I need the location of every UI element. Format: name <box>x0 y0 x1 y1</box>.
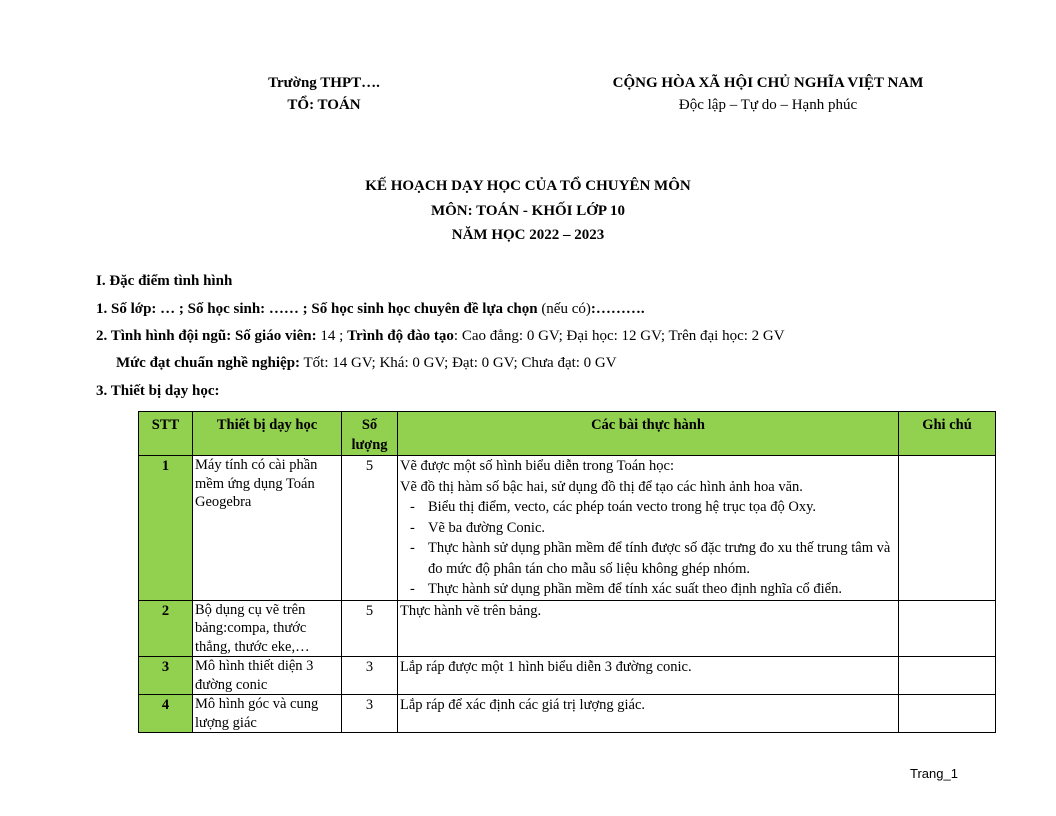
practice-list <box>400 497 896 600</box>
practice-list-item: - Biểu thị điểm, vecto, các phép toán vecto trong hệ trục tọa độ Oxy. <box>400 497 896 518</box>
standard-info-line <box>116 353 617 373</box>
school-name: Trường THPT…. <box>268 75 380 91</box>
row-device: Máy tính có cài phần mềm ứng dụng Toán Geogebra <box>193 456 342 601</box>
training-level-value: : Cao đẳng: 0 GV; Đại học: 12 GV; Trên đại học: 2 GV <box>453 328 785 344</box>
row-practice <box>398 456 899 601</box>
practice-list-item: - Thực hành sử dụng phần mềm để tính được số đặc trưng đo xu thế trung tâm và đo mức độ phân tán cho mẫu số liệu không ghép nhóm. <box>400 538 896 579</box>
row-stt: 3 <box>139 657 193 695</box>
equipment-heading: 3. Thiết bị dạy học: <box>96 383 220 399</box>
training-level-label: Trình độ đào tạo <box>347 328 454 344</box>
practice-intro: Vẽ đồ thị hàm số bậc hai, sử dụng đồ thị để tạo các hình ảnh hoa văn. <box>400 478 803 495</box>
table-row <box>139 695 996 733</box>
practice-intro: Vẽ được một số hình biểu diễn trong Toán học: <box>400 458 674 474</box>
standard-value: Tốt: 14 GV; Khá: 0 GV; Đạt: 0 GV; Chưa đạt: 0 GV <box>300 355 617 371</box>
class-info-note: (nếu có) <box>537 301 591 317</box>
header-practice: Các bài thực hành <box>398 412 899 456</box>
table-row <box>139 657 996 695</box>
row-practice: Thực hành vẽ trên bảng. <box>398 600 899 657</box>
document-title <box>0 174 1056 248</box>
table-row <box>139 456 996 601</box>
table-header-row <box>139 412 996 456</box>
title-line-1: KẾ HOẠCH DẠY HỌC CỦA TỔ CHUYÊN MÔN <box>365 178 691 194</box>
row-device: Mô hình góc và cung lượng giác <box>193 695 342 733</box>
row-stt: 1 <box>139 456 193 601</box>
class-info-label: 1. Số lớp: … ; Số học sinh: …… ; Số học sinh học chuyên đề lựa chọn <box>96 301 538 317</box>
practice-list-item: - Vẽ ba đường Conic. <box>400 518 896 539</box>
school-header <box>224 72 424 116</box>
header-quantity: Số lượng <box>342 412 398 456</box>
section-heading: I. Đặc điểm tình hình <box>96 273 233 289</box>
page-number: Trang_1 <box>910 766 958 781</box>
class-info-tail: :………. <box>590 301 645 317</box>
republic-name: CỘNG HÒA XÃ HỘI CHỦ NGHĨA VIỆT NAM <box>612 75 924 91</box>
row-note <box>899 657 996 695</box>
row-quantity: 5 <box>342 600 398 657</box>
national-header <box>568 72 968 116</box>
row-practice: Lắp ráp được một 1 hình biểu diễn 3 đường conic. <box>398 657 899 695</box>
row-quantity: 5 <box>342 456 398 601</box>
department-name: TỔ: TOÁN <box>287 97 361 113</box>
row-stt: 4 <box>139 695 193 733</box>
standard-label: Mức đạt chuẩn nghề nghiệp: <box>116 355 301 371</box>
title-line-2: MÔN: TOÁN - KHỐI LỚP 10 <box>430 202 626 219</box>
row-device: Bộ dụng cụ vẽ trên bảng:compa, thước thẳng, thước eke,… <box>193 600 342 657</box>
row-quantity: 3 <box>342 695 398 733</box>
header-note: Ghi chú <box>899 412 996 456</box>
practice-list-item: - Thực hành sử dụng phần mềm để tính xác suất theo định nghĩa cổ điển. <box>400 579 896 600</box>
staff-count-label: 2. Tình hình đội ngũ: Số giáo viên: <box>96 328 317 344</box>
row-note <box>899 695 996 733</box>
table-row <box>139 600 996 657</box>
row-note <box>899 456 996 601</box>
row-note <box>899 600 996 657</box>
row-device: Mô hình thiết diện 3 đường conic <box>193 657 342 695</box>
row-quantity: 3 <box>342 657 398 695</box>
class-info-line <box>96 299 645 319</box>
row-stt: 2 <box>139 600 193 657</box>
staff-count-value: 14 ; <box>316 328 348 344</box>
staff-info-line <box>96 326 785 346</box>
equipment-table <box>138 411 996 733</box>
header-stt: STT <box>139 412 193 456</box>
title-line-3: NĂM HỌC 2022 – 2023 <box>451 227 605 243</box>
national-motto: Độc lập – Tự do – Hạnh phúc <box>678 97 858 113</box>
row-practice: Lắp ráp để xác định các giá trị lượng giác. <box>398 695 899 733</box>
header-device: Thiết bị dạy học <box>193 412 342 456</box>
